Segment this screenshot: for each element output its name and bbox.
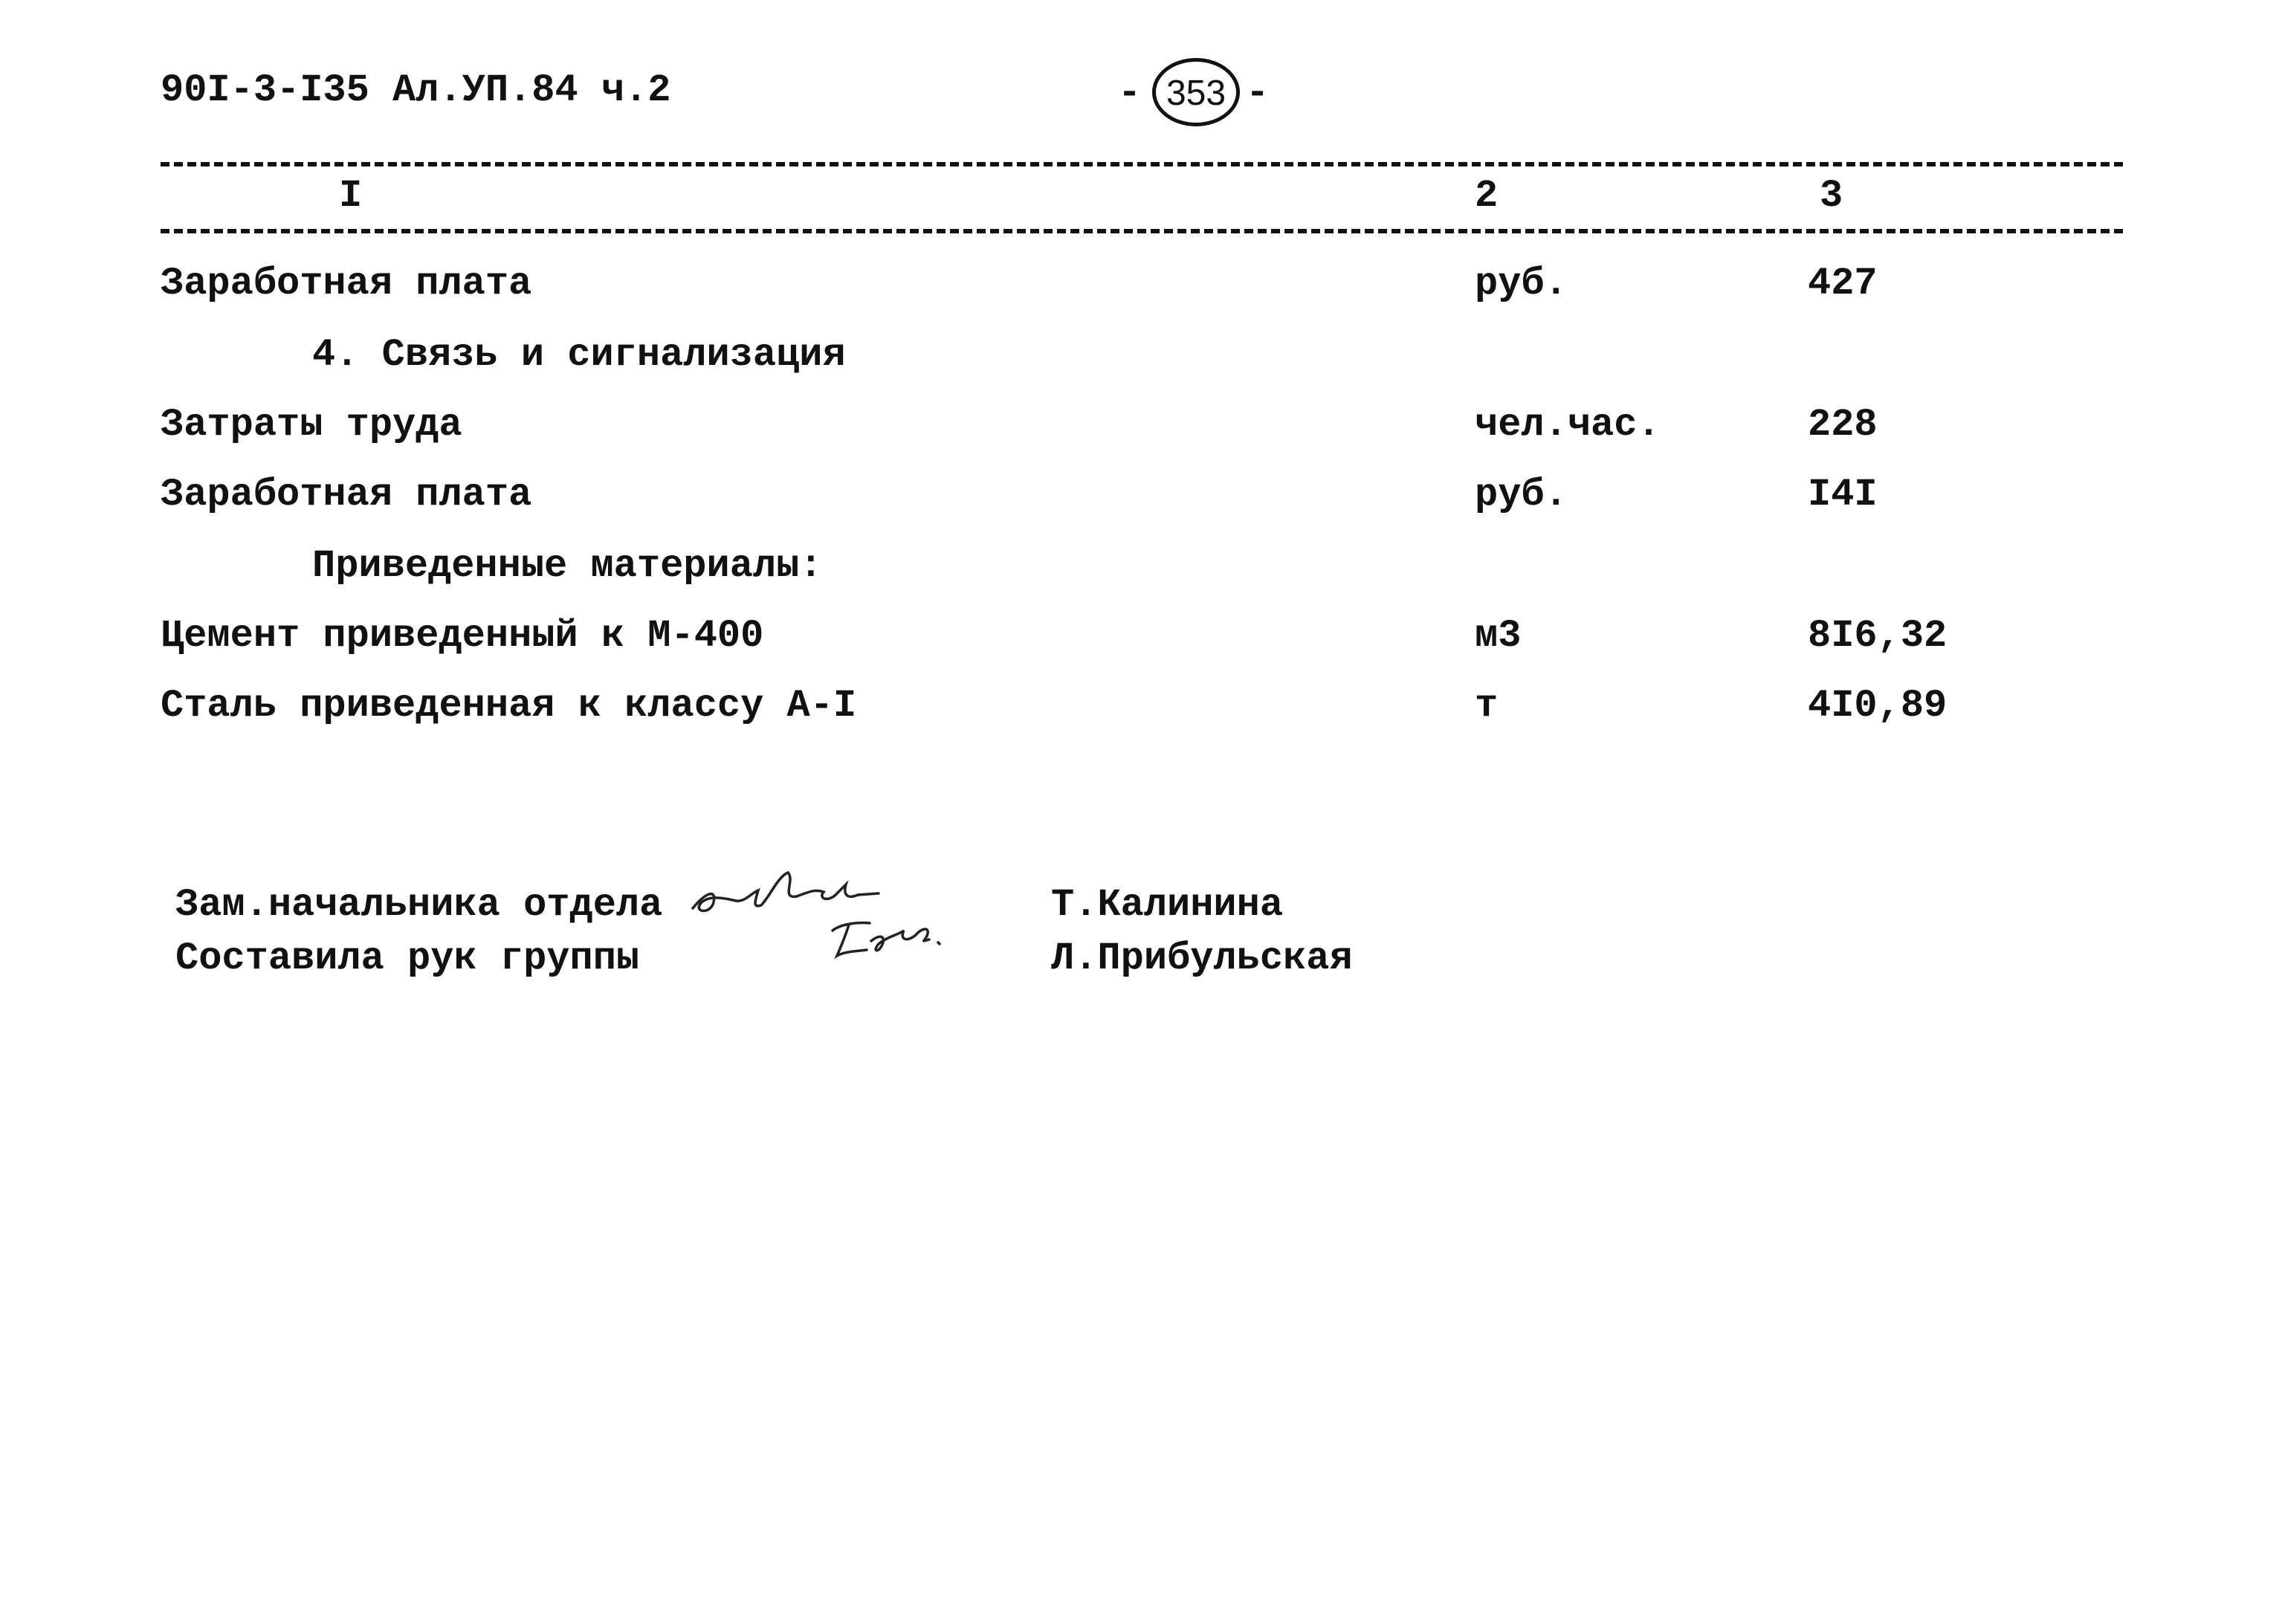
row-unit: чел.час. (1475, 403, 1661, 447)
row-value: 4I0,89 (1808, 684, 1948, 728)
row-value: 228 (1808, 403, 1878, 447)
document-code: 90I-3-I35 Ал.УП.84 ч.2 (161, 68, 671, 112)
page-number-block (1118, 58, 1274, 132)
subsection-heading: Приведенные материалы: (312, 544, 823, 588)
page-number: 353 (1166, 74, 1226, 113)
row-unit: руб. (1475, 473, 1568, 517)
page-dash-left: - (1118, 71, 1142, 115)
table-top-rule (161, 162, 2123, 166)
signer-name: Л.Прибульская (1051, 936, 1353, 980)
row-name: Цемент приведенный к М-400 (161, 614, 764, 658)
row-value: 8I6,32 (1808, 614, 1948, 658)
signature-stroke (833, 922, 940, 956)
row-unit: м3 (1475, 614, 1522, 658)
row-name: Сталь приведенная к классу А-I (161, 684, 857, 728)
page-dash-right: - (1246, 71, 1270, 115)
column-header-1: I (339, 174, 363, 218)
signature-stroke (693, 873, 879, 911)
row-name: Затраты труда (161, 403, 462, 447)
row-value: 427 (1808, 262, 1878, 305)
signer-position: Зам.начальника отдела (175, 883, 663, 927)
row-name: Заработная плата (161, 473, 532, 517)
column-header-2: 2 (1475, 174, 1499, 218)
row-unit: т (1475, 684, 1499, 728)
row-name: Заработная плата (161, 262, 532, 305)
row-unit: руб. (1475, 262, 1568, 305)
handwritten-signatures (684, 847, 981, 974)
table-header-rule (161, 229, 2123, 233)
section-heading: 4. Связь и сигнализация (312, 333, 846, 377)
column-header-3: 3 (1820, 174, 1843, 218)
signer-name: Т.Калинина (1051, 883, 1284, 927)
signer-position: Составила рук группы (175, 936, 640, 980)
row-value: I4I (1808, 473, 1878, 517)
